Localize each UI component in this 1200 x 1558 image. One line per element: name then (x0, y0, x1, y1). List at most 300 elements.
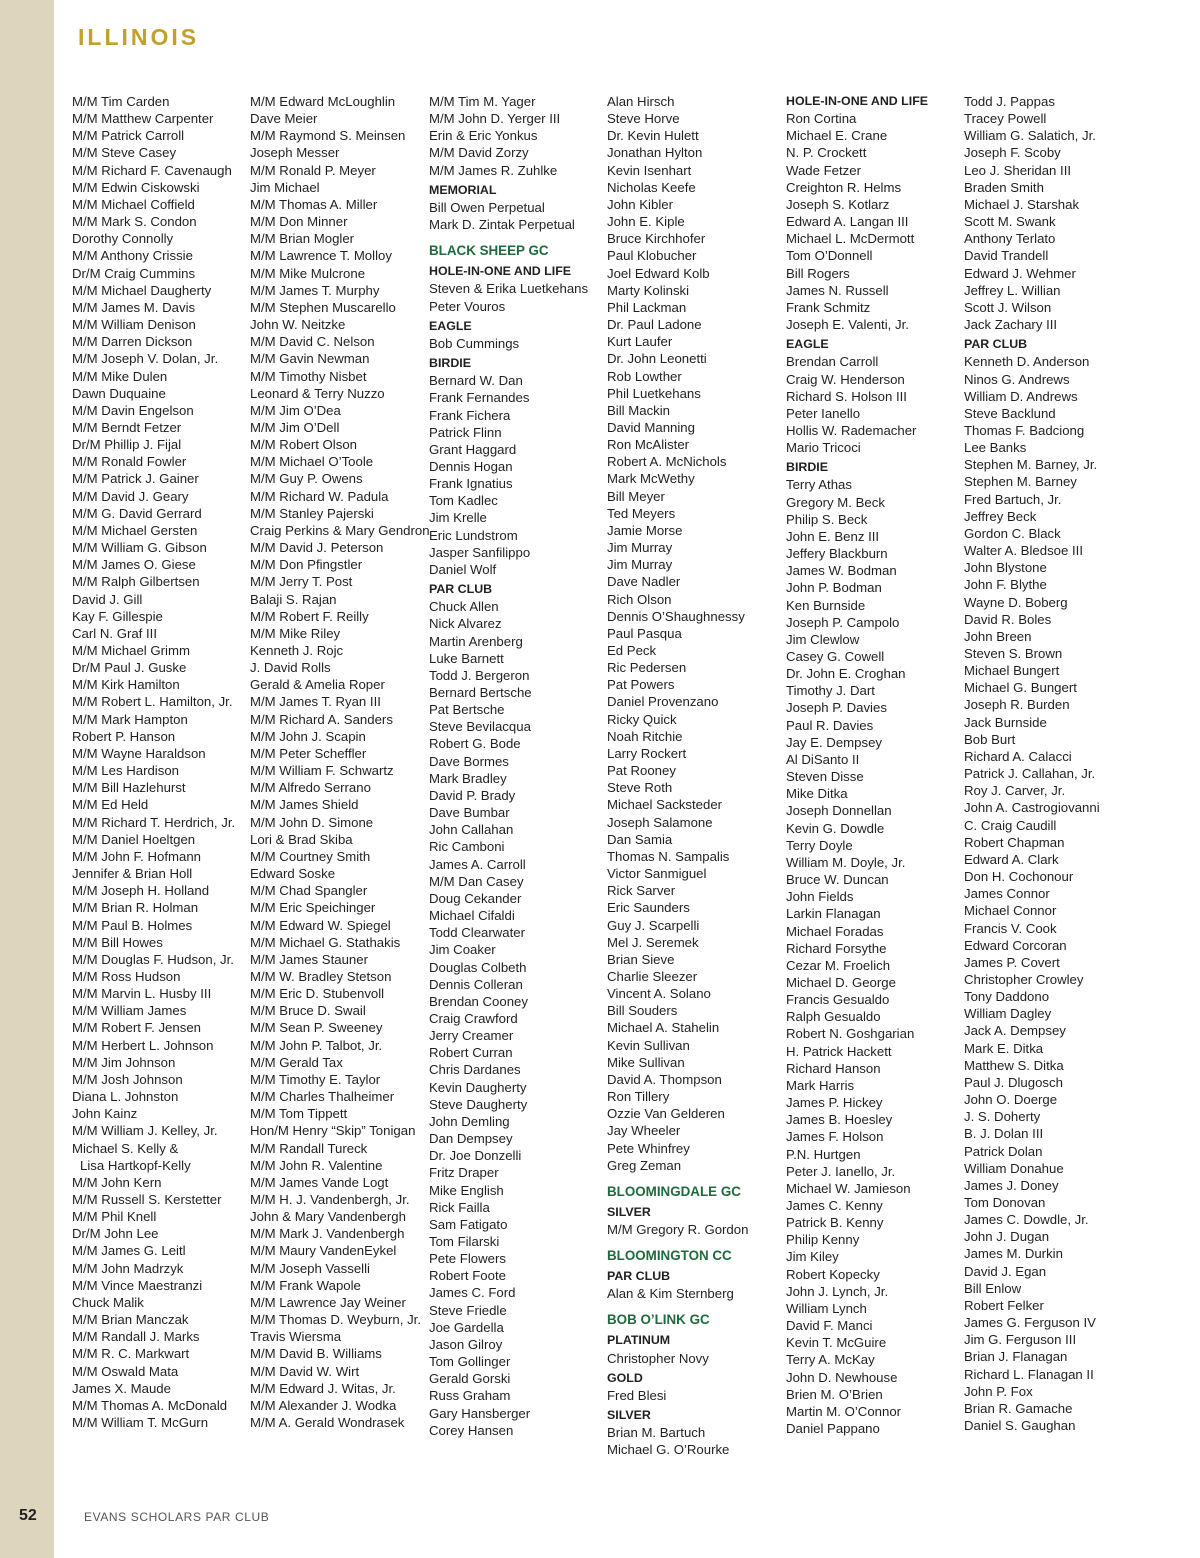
donor-name: Martin M. O’Connor (786, 1403, 902, 1419)
donor-name: Francis Gesualdo (786, 992, 890, 1008)
donor-name: John & Mary Vandenbergh (250, 1209, 406, 1225)
donor-name: Michael Cifaldi (429, 908, 515, 924)
donor-name: Ralph Gesualdo (786, 1009, 881, 1025)
donor-name: Patrick B. Kenny (786, 1215, 884, 1231)
donor-name: Mario Tricoci (786, 440, 861, 456)
donor-name: M/M John P. Talbot, Jr. (250, 1037, 383, 1053)
donor-name: Robert Curran (429, 1045, 513, 1061)
donor-name: James A. Carroll (429, 856, 526, 872)
donor-name: M/M David Zorzy (429, 145, 529, 161)
donor-name: Kevin Isenhart (607, 162, 692, 178)
donor-name: Robert A. McNichols (607, 454, 727, 470)
donor-name: M/M Frank Wapole (250, 1277, 361, 1293)
donor-name: M/M David C. Nelson (250, 334, 375, 350)
donor-name: Phil Luetkehans (607, 385, 701, 401)
donor-name: Steve Bevilacqua (429, 719, 531, 735)
donor-name: James N. Russell (786, 282, 889, 298)
donor-name: Bernard Bertsche (429, 685, 532, 700)
donor-name: James X. Maude (72, 1380, 171, 1396)
donor-name: M/M Maury VandenEykel (250, 1243, 397, 1259)
donor-name: Jennifer & Brian Holl (72, 866, 193, 882)
donor-name: Mike Sullivan (607, 1054, 685, 1070)
donor-name: Jeffery Blackburn (786, 546, 888, 562)
donor-name: Bill Rogers (786, 265, 850, 281)
donor-name: Francis V. Cook (964, 920, 1057, 936)
donor-name: William Dagley (964, 1006, 1052, 1022)
donor-name: Brien M. O’Brien (786, 1386, 883, 1402)
donor-name: M/M Tom Tippett (250, 1106, 348, 1122)
donor-name: James G. Ferguson IV (964, 1315, 1096, 1331)
donor-name: M/M Guy P. Owens (250, 471, 363, 487)
donor-name: Dave Bumbar (429, 805, 510, 821)
donor-name: M/M Eric Speichinger (250, 900, 376, 916)
donor-name: M/M Michael Coffield (72, 196, 195, 212)
donor-name: Cezar M. Froelich (786, 957, 891, 973)
donor-name: M/M Mark Hampton (72, 711, 188, 727)
donor-name: John Breen (964, 628, 1032, 644)
donor-name: Pat Powers (607, 677, 675, 693)
donor-name: M/M James M. Davis (72, 299, 196, 315)
donor-name: M/M Stephen Muscarello (250, 299, 396, 315)
donor-name: Larkin Flanagan (786, 906, 881, 922)
donor-name: Joseph S. Kotlarz (786, 196, 890, 212)
donor-name: B. J. Dolan III (964, 1126, 1044, 1142)
donor-name: M/M Berndt Fetzer (72, 419, 182, 435)
donor-name: Nicholas Keefe (607, 179, 696, 195)
donor-name: Hon/M Henry “Skip” Tonigan (250, 1123, 416, 1139)
donor-name: M/M Michael O’Toole (250, 454, 374, 470)
donor-name: Mark Bradley (429, 770, 507, 786)
donor-name: Jason Gilroy (429, 1336, 503, 1352)
donor-name: M/M Joseph Vasselli (250, 1260, 370, 1276)
donor-name: M/M Thomas A. McDonald (72, 1397, 228, 1413)
donor-name: M/M Daniel Hoeltgen (72, 831, 196, 847)
donor-name: M/M Timothy Nisbet (250, 368, 367, 384)
donor-name: Leonard & Terry Nuzzo (250, 385, 385, 401)
donor-name: James C. Kenny (786, 1198, 883, 1213)
donor-name: Jim Clewlow (786, 631, 860, 647)
donor-name: Robert P. Hanson (72, 728, 176, 744)
donor-name: M/M John D. Yerger III (429, 111, 561, 127)
donor-name: Bruce Kirchhofer (607, 231, 706, 247)
donor-name: Joseph Salamone (607, 814, 713, 830)
donor-name: Pete Whinfrey (607, 1140, 690, 1156)
donor-name: John P. Fox (964, 1383, 1033, 1399)
donor-name: Terry A. McKay (786, 1352, 875, 1368)
donor-name: Victor Sanmiguel (607, 866, 707, 882)
column-4 (607, 93, 777, 1459)
donor-name: Paul Klobucher (607, 248, 697, 264)
donor-name: Dr. John Leonetti (607, 351, 707, 367)
donor-name: M/M David B. Williams (250, 1346, 382, 1362)
donor-name: William Lynch (786, 1300, 867, 1316)
donor-name: Dennis Hogan (429, 458, 513, 474)
side-bar (0, 0, 54, 1558)
donor-name: M/M Bruce D. Swail (250, 1003, 366, 1019)
donor-name: Jasper Sanfilippo (429, 544, 531, 560)
donor-name: James J. Doney (964, 1177, 1059, 1193)
donor-name: Jerry Creamer (429, 1028, 514, 1044)
donor-name: M/M Brian Manczak (72, 1312, 189, 1328)
donor-name: Dorothy Connolly (72, 231, 174, 247)
donor-name: James C. Ford (429, 1285, 516, 1301)
donor-name: Jack Burnside (964, 714, 1047, 730)
level-heading: GOLD (607, 1370, 643, 1385)
donor-name: Alan & Kim Sternberg (607, 1286, 734, 1302)
donor-name: William D. Andrews (964, 388, 1078, 404)
donor-name: Nick Alvarez (429, 616, 502, 632)
donor-name: Diana L. Johnston (72, 1089, 179, 1105)
donor-name: Philip S. Beck (786, 511, 868, 527)
club-heading: BLOOMINGTON CC (607, 1248, 732, 1264)
donor-name: Jonathan Hylton (607, 145, 703, 161)
donor-name: Philip Kenny (786, 1232, 860, 1248)
level-heading: BIRDIE (786, 460, 828, 475)
donor-name: David J. Gill (72, 591, 143, 607)
donor-name: Tony Daddono (964, 989, 1050, 1005)
donor-name: Richard L. Flanagan II (964, 1366, 1094, 1382)
donor-name: M/M Brian Mogler (250, 231, 355, 247)
donor-name: Brendan Cooney (429, 993, 528, 1009)
donor-name: M/M Michael Gersten (72, 522, 198, 538)
donor-name: Ric Camboni (429, 839, 505, 855)
donor-name: Frank Fichera (429, 407, 511, 423)
donor-name: M/M Paul B. Holmes (72, 917, 193, 933)
column-3 (429, 93, 599, 1439)
level-heading: HOLE-IN-ONE AND LIFE (429, 264, 572, 279)
level-heading: SILVER (607, 1408, 651, 1423)
donor-name: M/M Raymond S. Meinsen (250, 128, 406, 144)
donor-name: M/M Bill Howes (72, 934, 163, 950)
donor-name: Steve Friedle (429, 1302, 507, 1318)
donor-name: Gerald & Amelia Roper (250, 677, 385, 693)
donor-name: Balaji S. Rajan (250, 591, 337, 607)
donor-name: Phil Lackman (607, 299, 687, 315)
donor-name: Bill Meyer (607, 488, 665, 504)
donor-name: Braden Smith (964, 179, 1044, 195)
donor-name: M/M Don Pfingstler (250, 557, 363, 573)
level-heading: EAGLE (786, 337, 829, 352)
donor-name: M/M Darren Dickson (72, 334, 193, 350)
donor-name: Bill Mackin (607, 402, 671, 418)
donor-name: Rob Lowther (607, 368, 682, 384)
donor-name: M/M Jim O’Dell (250, 419, 340, 435)
donor-name: M/M James Vande Logt (250, 1174, 389, 1190)
donor-name: Erin & Eric Yonkus (429, 128, 538, 144)
donor-name: Dennis Colleran (429, 976, 523, 992)
donor-name: John Blystone (964, 560, 1047, 576)
donor-name: Jack A. Dempsey (964, 1023, 1066, 1039)
level-heading: SILVER (607, 1204, 651, 1219)
donor-name: M/M Richard A. Sanders (250, 711, 393, 727)
donor-name: Larry Rockert (607, 745, 687, 761)
donor-name: Bruce W. Duncan (786, 872, 889, 888)
donor-name: David P. Brady (429, 787, 516, 803)
donor-name: Edward Soske (250, 866, 336, 882)
donor-name: M/M James Stauner (250, 951, 368, 967)
donor-name: Dawn Duquaine (72, 385, 166, 401)
donor-name: Michael A. Stahelin (607, 1020, 720, 1036)
donor-name: John W. Neitzke (250, 317, 346, 333)
donor-name: Brian R. Gamache (964, 1400, 1073, 1416)
donor-name: Sam Fatigato (429, 1216, 508, 1232)
donor-name: M/M Michael Daugherty (72, 282, 212, 298)
donor-name: Fred Blesi (607, 1387, 667, 1403)
donor-name: Lisa Hartkopf-Kelly (80, 1157, 191, 1173)
donor-name: Ozzie Van Gelderen (607, 1106, 725, 1122)
donor-name: M/M Marvin L. Husby III (72, 986, 212, 1002)
donor-name: M/M Ronald P. Meyer (250, 162, 376, 178)
donor-name: Robert G. Bode (429, 736, 521, 752)
donor-name: Gary Hansberger (429, 1405, 531, 1421)
donor-name: Christopher Novy (607, 1350, 709, 1366)
donor-name: M/M Don Minner (250, 214, 348, 230)
donor-name: Steve Backlund (964, 405, 1056, 421)
donor-name: M/M Mark S. Condon (72, 214, 197, 230)
donor-name: M/M John Madrzyk (72, 1260, 184, 1276)
donor-name: John A. Castrogiovanni (964, 800, 1100, 816)
donor-name: Michael J. Starshak (964, 196, 1080, 212)
donor-name: Dave Bormes (429, 753, 509, 769)
donor-name: Robert Chapman (964, 834, 1065, 850)
donor-name: John Kainz (72, 1106, 138, 1122)
club-heading: BLACK SHEEP GC (429, 243, 549, 259)
donor-name: Eric Saunders (607, 900, 690, 916)
donor-name: H. Patrick Hackett (786, 1043, 892, 1059)
donor-name: M/M Vince Maestranzi (72, 1277, 203, 1293)
donor-name: Dr/M Paul J. Guske (72, 660, 187, 676)
donor-name: John Demling (429, 1113, 510, 1129)
level-heading: PAR CLUB (964, 337, 1028, 352)
page-number: 52 (19, 1507, 37, 1524)
donor-name: M/M Josh Johnson (72, 1071, 183, 1087)
donor-name: Edward A. Clark (964, 851, 1059, 867)
donor-name: Daniel Pappano (786, 1421, 880, 1437)
donor-name: M/M John D. Simone (250, 814, 374, 830)
donor-name: Gregory M. Beck (786, 494, 885, 510)
donor-name: M/M David W. Wirt (250, 1363, 360, 1379)
donor-name: M/M Jim Johnson (72, 1054, 176, 1070)
donor-name: Richard S. Holson III (786, 388, 907, 404)
donor-name: M/M William G. Gibson (72, 540, 207, 556)
donor-name: M/M Tim Carden (72, 94, 170, 109)
publication-name: EVANS SCHOLARS PAR CLUB (84, 1510, 270, 1524)
donor-name: Steve Daugherty (429, 1096, 528, 1112)
donor-name: Noah Ritchie (607, 728, 683, 744)
donor-name: Daniel Provenzano (607, 694, 719, 710)
donor-name: M/M Courtney Smith (250, 848, 371, 864)
donor-name: M/M Phil Knell (72, 1209, 157, 1225)
donor-name: M/M Randall J. Marks (72, 1329, 200, 1345)
donor-name: M/M Robert F. Reilly (250, 608, 369, 624)
donor-name: Kevin G. Dowdle (786, 820, 885, 836)
donor-name: M/M Herbert L. Johnson (72, 1037, 214, 1053)
donor-name: M/M Patrick J. Gainer (72, 471, 199, 487)
donor-name: Dr. Kevin Hulett (607, 128, 699, 144)
donor-name: Paul R. Davies (786, 717, 874, 733)
donor-name: John E. Benz III (786, 528, 880, 544)
donor-name: Robert Felker (964, 1297, 1044, 1313)
donor-name: Paul Pasqua (607, 625, 682, 641)
donor-name: Ken Burnside (786, 597, 866, 613)
donor-name: Pat Rooney (607, 763, 676, 779)
donor-name: M/M Brian R. Holman (72, 900, 199, 916)
level-heading: PAR CLUB (607, 1269, 671, 1284)
donor-name: M/M William F. Schwartz (250, 763, 394, 779)
donor-name: M/M Robert F. Jensen (72, 1020, 201, 1036)
donor-name: Bob Cummings (429, 335, 520, 351)
donor-name: M/M Michael Grimm (72, 643, 190, 658)
donor-name: Corey Hansen (429, 1422, 514, 1438)
donor-name: David R. Boles (964, 611, 1052, 627)
level-heading: PAR CLUB (429, 582, 493, 597)
donor-name: Michael G. O’Rourke (607, 1442, 730, 1458)
donor-name: Brian M. Bartuch (607, 1425, 706, 1441)
donor-name: Brian Sieve (607, 951, 675, 967)
donor-name: J. S. Doherty (964, 1109, 1041, 1125)
donor-name: C. Craig Caudill (964, 817, 1057, 833)
donor-name: Mark D. Zintak Perpetual (429, 217, 575, 233)
donor-name: Mel J. Seremek (607, 934, 699, 950)
donor-name: Thomas N. Sampalis (607, 848, 730, 864)
donor-name: Don H. Cochonour (964, 869, 1074, 885)
donor-name: Kevin Sullivan (607, 1037, 690, 1053)
column-5 (786, 93, 956, 1437)
donor-name: M/M James Shield (250, 797, 359, 813)
donor-name: Charlie Sleezer (607, 968, 698, 984)
donor-name: M/M Edward McLoughlin (250, 94, 396, 109)
donor-name: Frank Schmitz (786, 299, 871, 315)
donor-name: M/M Michael G. Stathakis (250, 934, 401, 950)
donor-name: M/M William J. Kelley, Jr. (72, 1123, 218, 1139)
donor-name: Peter J. Ianello, Jr. (786, 1163, 896, 1179)
donor-name: Joseph P. Campolo (786, 614, 900, 630)
level-heading: HOLE-IN-ONE AND LIFE (786, 94, 929, 108)
donor-name: Todd J. Pappas (964, 94, 1055, 109)
donor-name: Christopher Crowley (964, 971, 1084, 987)
donor-name: Fred Bartuch, Jr. (964, 491, 1062, 507)
donor-name: Doug Cekander (429, 890, 522, 906)
donor-name: Ron McAlister (607, 437, 690, 453)
donor-name: Rick Failla (429, 1199, 490, 1215)
donor-name: M/M Tim M. Yager (429, 94, 536, 109)
donor-name: Pat Bertsche (429, 702, 505, 718)
donor-name: M/M William James (72, 1003, 187, 1019)
donor-name: Wade Fetzer (786, 162, 861, 178)
donor-name: M/M Ed Held (72, 797, 149, 813)
donor-name: M/M Mike Dulen (72, 368, 168, 384)
donor-name: M/M Joseph V. Dolan, Jr. (72, 351, 219, 367)
donor-name: Kenneth J. Rojc (250, 643, 344, 658)
donor-name: M/M Jerry T. Post (250, 574, 353, 590)
donor-name: Bernard W. Dan (429, 373, 523, 389)
donor-name: M/M Les Hardison (72, 763, 180, 779)
donor-name: Michael E. Crane (786, 128, 888, 144)
donor-name: M/M John Kern (72, 1174, 162, 1190)
donor-name: David Manning (607, 419, 695, 435)
donor-name: M/M Eric D. Stubenvoll (250, 986, 385, 1002)
donor-name: M/M Russell S. Kerstetter (72, 1192, 222, 1207)
donor-name: Steve Horve (607, 111, 680, 127)
donor-name: Dr. John E. Croghan (786, 666, 906, 682)
donor-name: Daniel Wolf (429, 561, 497, 577)
donor-name: M/M Mike Riley (250, 625, 341, 641)
donor-name: M/M Richard T. Herdrich, Jr. (72, 814, 236, 830)
donor-name: Richard Forsythe (786, 940, 887, 956)
donor-name: Steve Roth (607, 780, 673, 796)
donor-name: Fritz Draper (429, 1165, 499, 1181)
donor-name: Kevin T. McGuire (786, 1335, 887, 1351)
donor-name: Joel Edward Kolb (607, 265, 710, 281)
donor-name: Tom Gollinger (429, 1354, 511, 1370)
donor-name: Ed Peck (607, 643, 657, 658)
donor-name: Michael S. Kelly & (72, 1140, 179, 1156)
donor-name: M/M James O. Giese (72, 557, 196, 573)
donor-name: Mark McWethy (607, 471, 695, 487)
donor-name: M/M David J. Geary (72, 488, 189, 504)
donor-name: Michael Connor (964, 903, 1057, 919)
donor-name: James M. Durkin (964, 1246, 1063, 1262)
donor-name: M/M G. David Gerrard (72, 505, 202, 521)
level-heading: EAGLE (429, 318, 472, 333)
donor-name: Jim Coaker (429, 942, 496, 958)
donor-name: John O. Doerge (964, 1092, 1058, 1108)
donor-name: Edward J. Wehmer (964, 265, 1076, 281)
donor-name: Tom Kadlec (429, 493, 498, 509)
donor-name: Craig Perkins & Mary Gendron (250, 522, 430, 538)
donor-name: Paul J. Dlugosch (964, 1074, 1063, 1090)
donor-name: Marty Kolinski (607, 282, 690, 298)
donor-name: John D. Newhouse (786, 1369, 898, 1385)
donor-name: William M. Doyle, Jr. (786, 854, 906, 870)
donor-name: M/M Lawrence Jay Weiner (250, 1294, 406, 1310)
donor-name: Dave Meier (250, 111, 318, 127)
donor-name: David F. Manci (786, 1318, 873, 1334)
donor-name: M/M Jim O’Dea (250, 402, 341, 418)
donor-name: M/M David J. Peterson (250, 540, 384, 556)
donor-name: Jim G. Ferguson III (964, 1332, 1077, 1348)
donor-name: Michael W. Jamieson (786, 1180, 911, 1196)
donor-name: M/M Douglas F. Hudson, Jr. (72, 951, 234, 967)
donor-name: Robert Kopecky (786, 1266, 880, 1282)
donor-name: Edward Corcoran (964, 937, 1067, 953)
club-heading: BOB O’LINK GC (607, 1312, 710, 1328)
donor-name: M/M Patrick Carroll (72, 128, 185, 144)
donor-name: M/M Mark J. Vandenbergh (250, 1226, 405, 1242)
club-heading: BLOOMINGDALE GC (607, 1183, 741, 1199)
donor-name: Robert N. Goshgarian (786, 1026, 915, 1042)
donor-name: Lori & Brad Skiba (250, 831, 353, 847)
column-2 (250, 93, 430, 1431)
donor-name: M/M James T. Murphy (250, 282, 380, 298)
donor-name: Douglas Colbeth (429, 959, 527, 975)
donor-name: Joseph P. Davies (786, 700, 887, 716)
donor-name: Michael G. Bungert (964, 680, 1077, 696)
donor-name: Joseph Messer (250, 145, 340, 161)
donor-name: Brian J. Flanagan (964, 1349, 1068, 1365)
donor-name: Lee Banks (964, 440, 1027, 456)
donor-name: Rich Olson (607, 591, 672, 607)
donor-name: M/M Peter Scheffler (250, 745, 367, 761)
donor-name: Mike English (429, 1182, 504, 1198)
donor-name: M/M Ronald Fowler (72, 454, 187, 470)
donor-name: M/M Matthew Carpenter (72, 111, 214, 127)
donor-name: Jim Murray (607, 557, 673, 573)
donor-name: Travis Wiersma (250, 1329, 342, 1345)
donor-name: Mark Harris (786, 1077, 855, 1093)
donor-name: Roy J. Carver, Jr. (964, 783, 1066, 799)
donor-name: M/M Stanley Pajerski (250, 505, 374, 521)
